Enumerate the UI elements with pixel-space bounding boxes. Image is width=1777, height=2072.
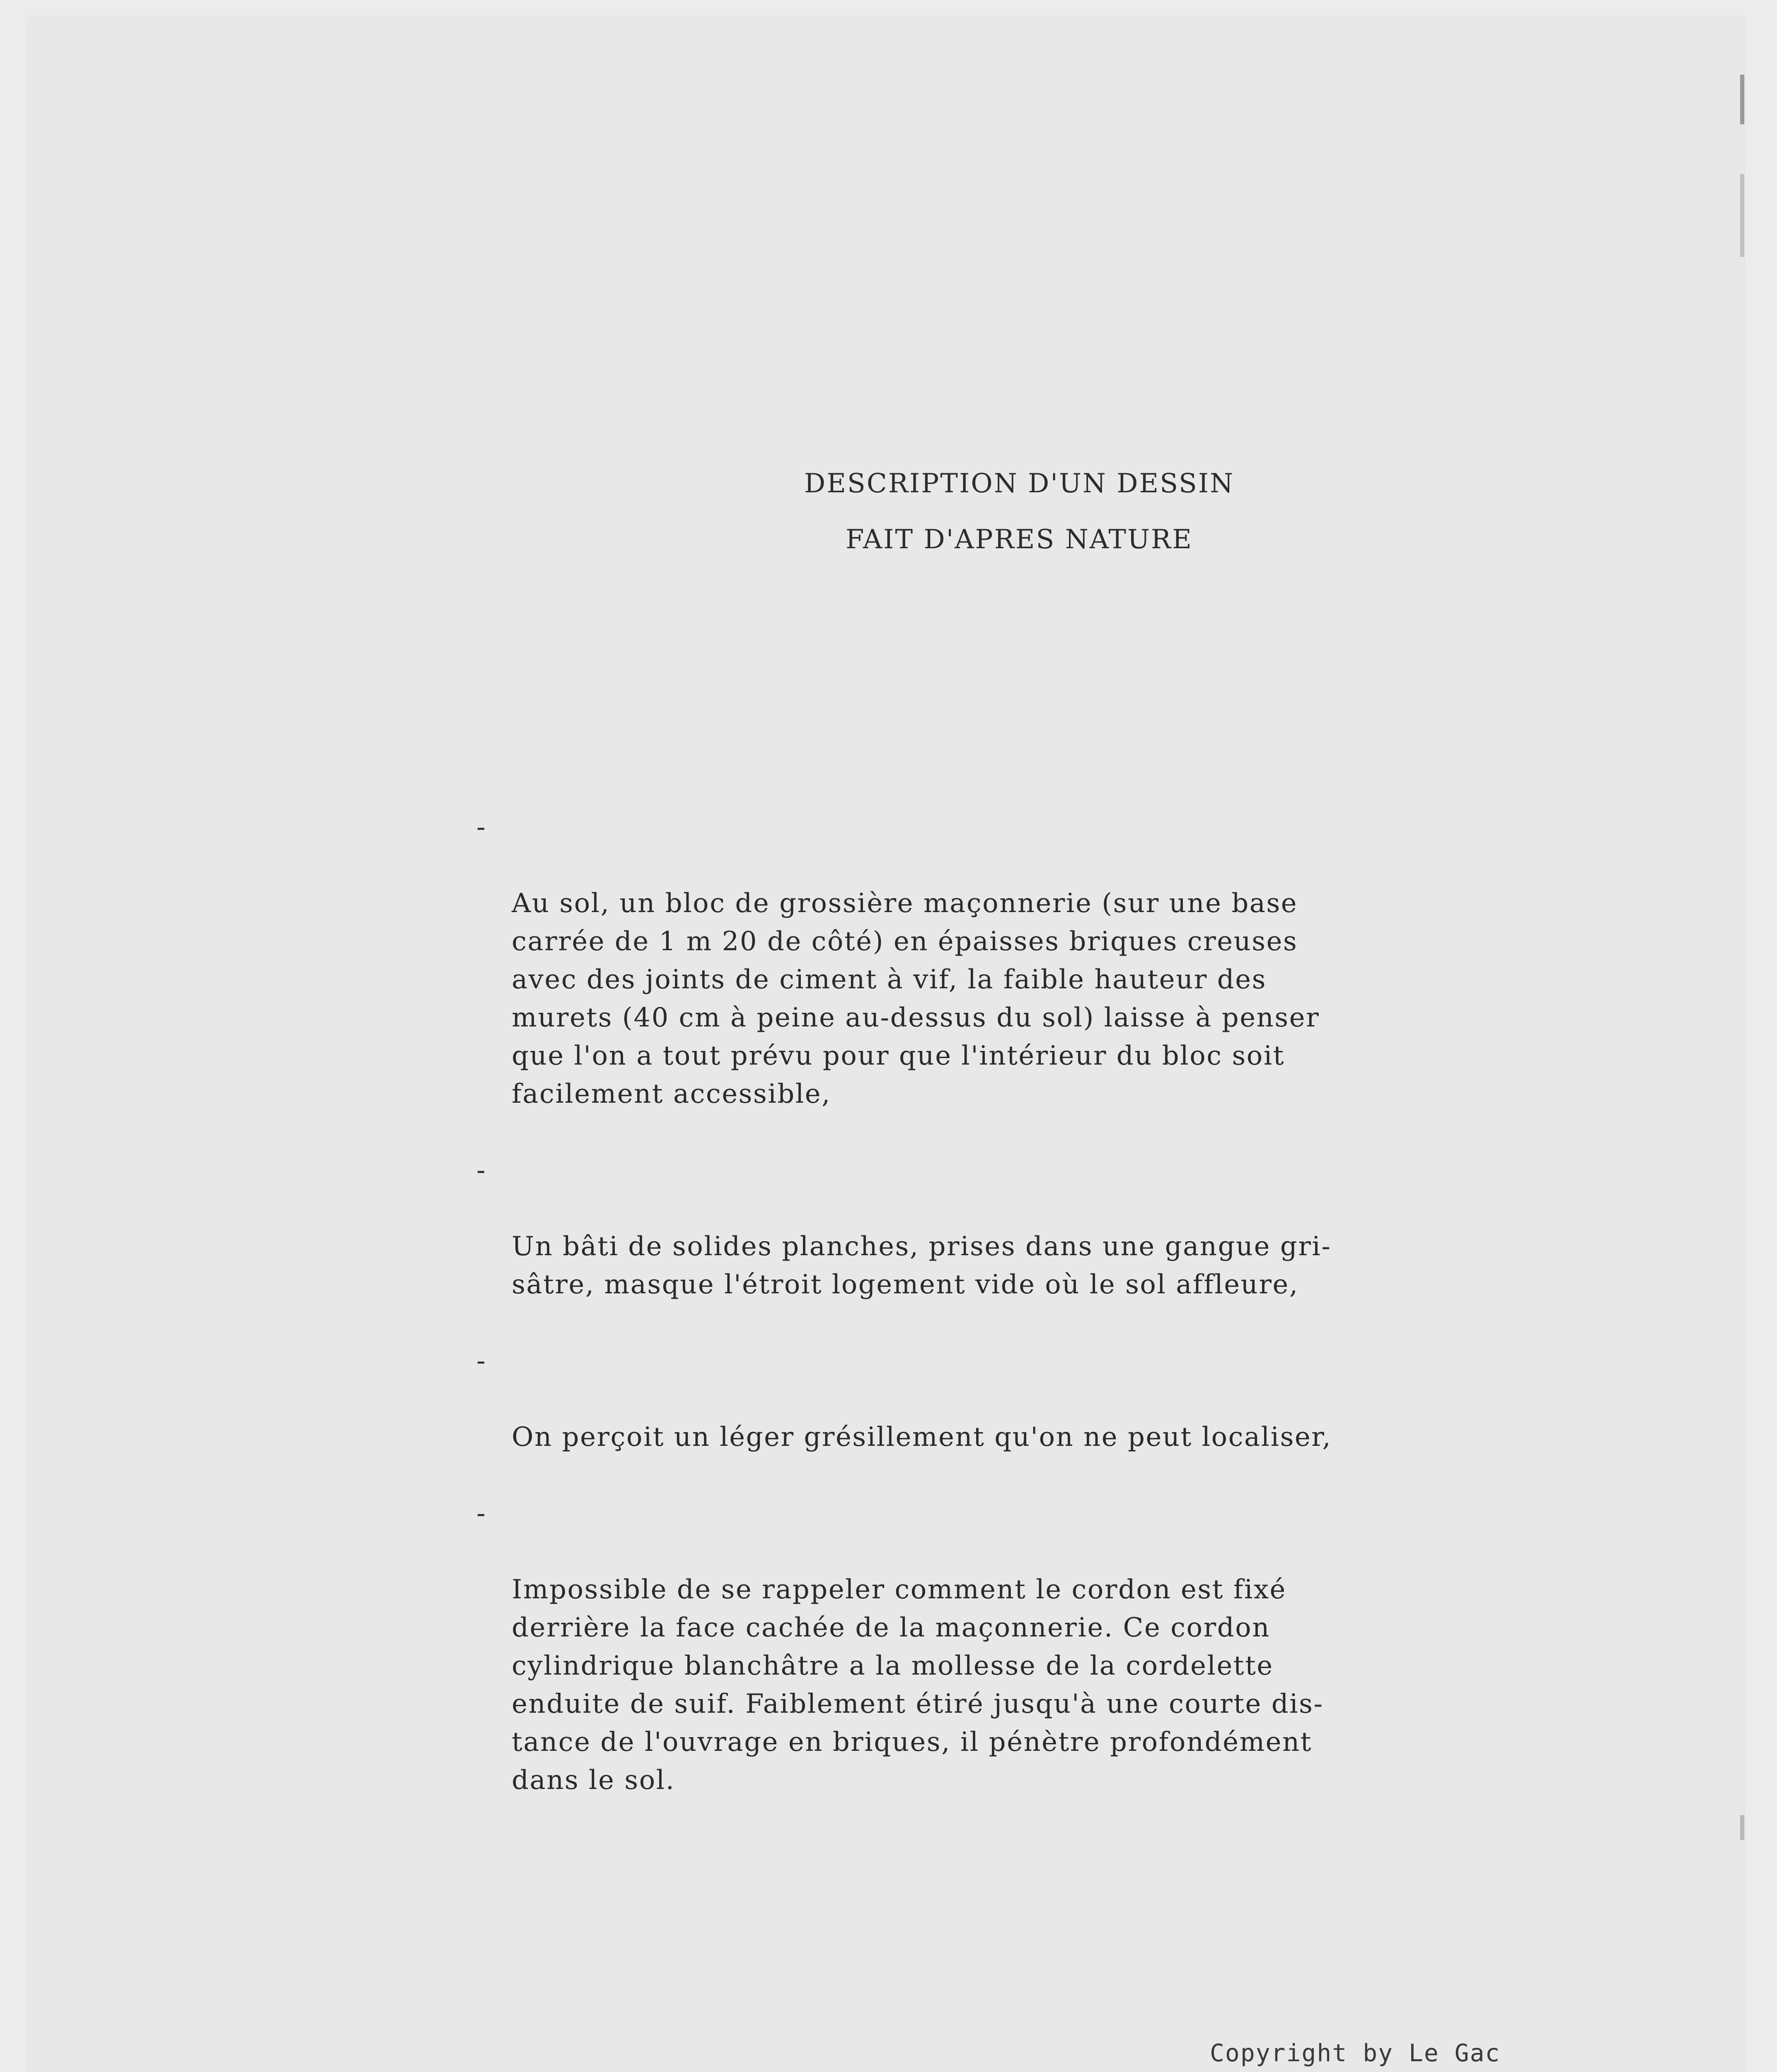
list-dash: - (476, 1346, 487, 1376)
document-title-line-2: FAIT D'APRES NATURE (846, 524, 1193, 555)
list-dash: - (476, 1498, 487, 1529)
list-item (476, 1494, 1521, 1799)
paper-edge-mark (1740, 1815, 1744, 1840)
document-body (476, 808, 1521, 1837)
list-item (476, 1151, 1521, 1304)
list-item (476, 808, 1521, 1113)
list-item-text: On perçoit un léger grésillement qu'on ne peut localiser, (512, 1422, 1332, 1452)
list-item-text: Un bâti de solides planches, prises dans une gangue gri- sâtre, masque l'étroit logement vide où le sol affleure, (512, 1231, 1332, 1300)
paper-sheet (29, 17, 1744, 2072)
list-dash: - (476, 1155, 487, 1186)
paper-edge-mark (1740, 174, 1744, 257)
list-item-text: Impossible de se rappeler comment le cordon est fixé derrière la face cachée de la maçonnerie. Ce cordon cylindrique blanchâtre a la mollesse de la cordelette enduite de suif. Faiblement étiré jusqu'à une courte dis- tance de l'ouvrage en briques, il pénètre profondément dans le sol. (512, 1574, 1324, 1796)
list-item (476, 1342, 1521, 1456)
paper-edge-mark (1740, 75, 1744, 124)
list-item-text: Au sol, un bloc de grossière maçonnerie (sur une base carrée de 1 m 20 de côté) en épaisses briques creuses avec des joints de ciment à vif, la faible hauteur des murets (40 cm à peine au-dessus du sol) laisse à penser que l'on a tout prévu pour que l'intérieur du bloc soit facilement accessible, (512, 888, 1320, 1109)
copyright-notice: Copyright by Le Gac (1210, 2039, 1501, 2067)
document-title-line-1: DESCRIPTION D'UN DESSIN (804, 468, 1235, 499)
list-dash: - (476, 812, 487, 842)
